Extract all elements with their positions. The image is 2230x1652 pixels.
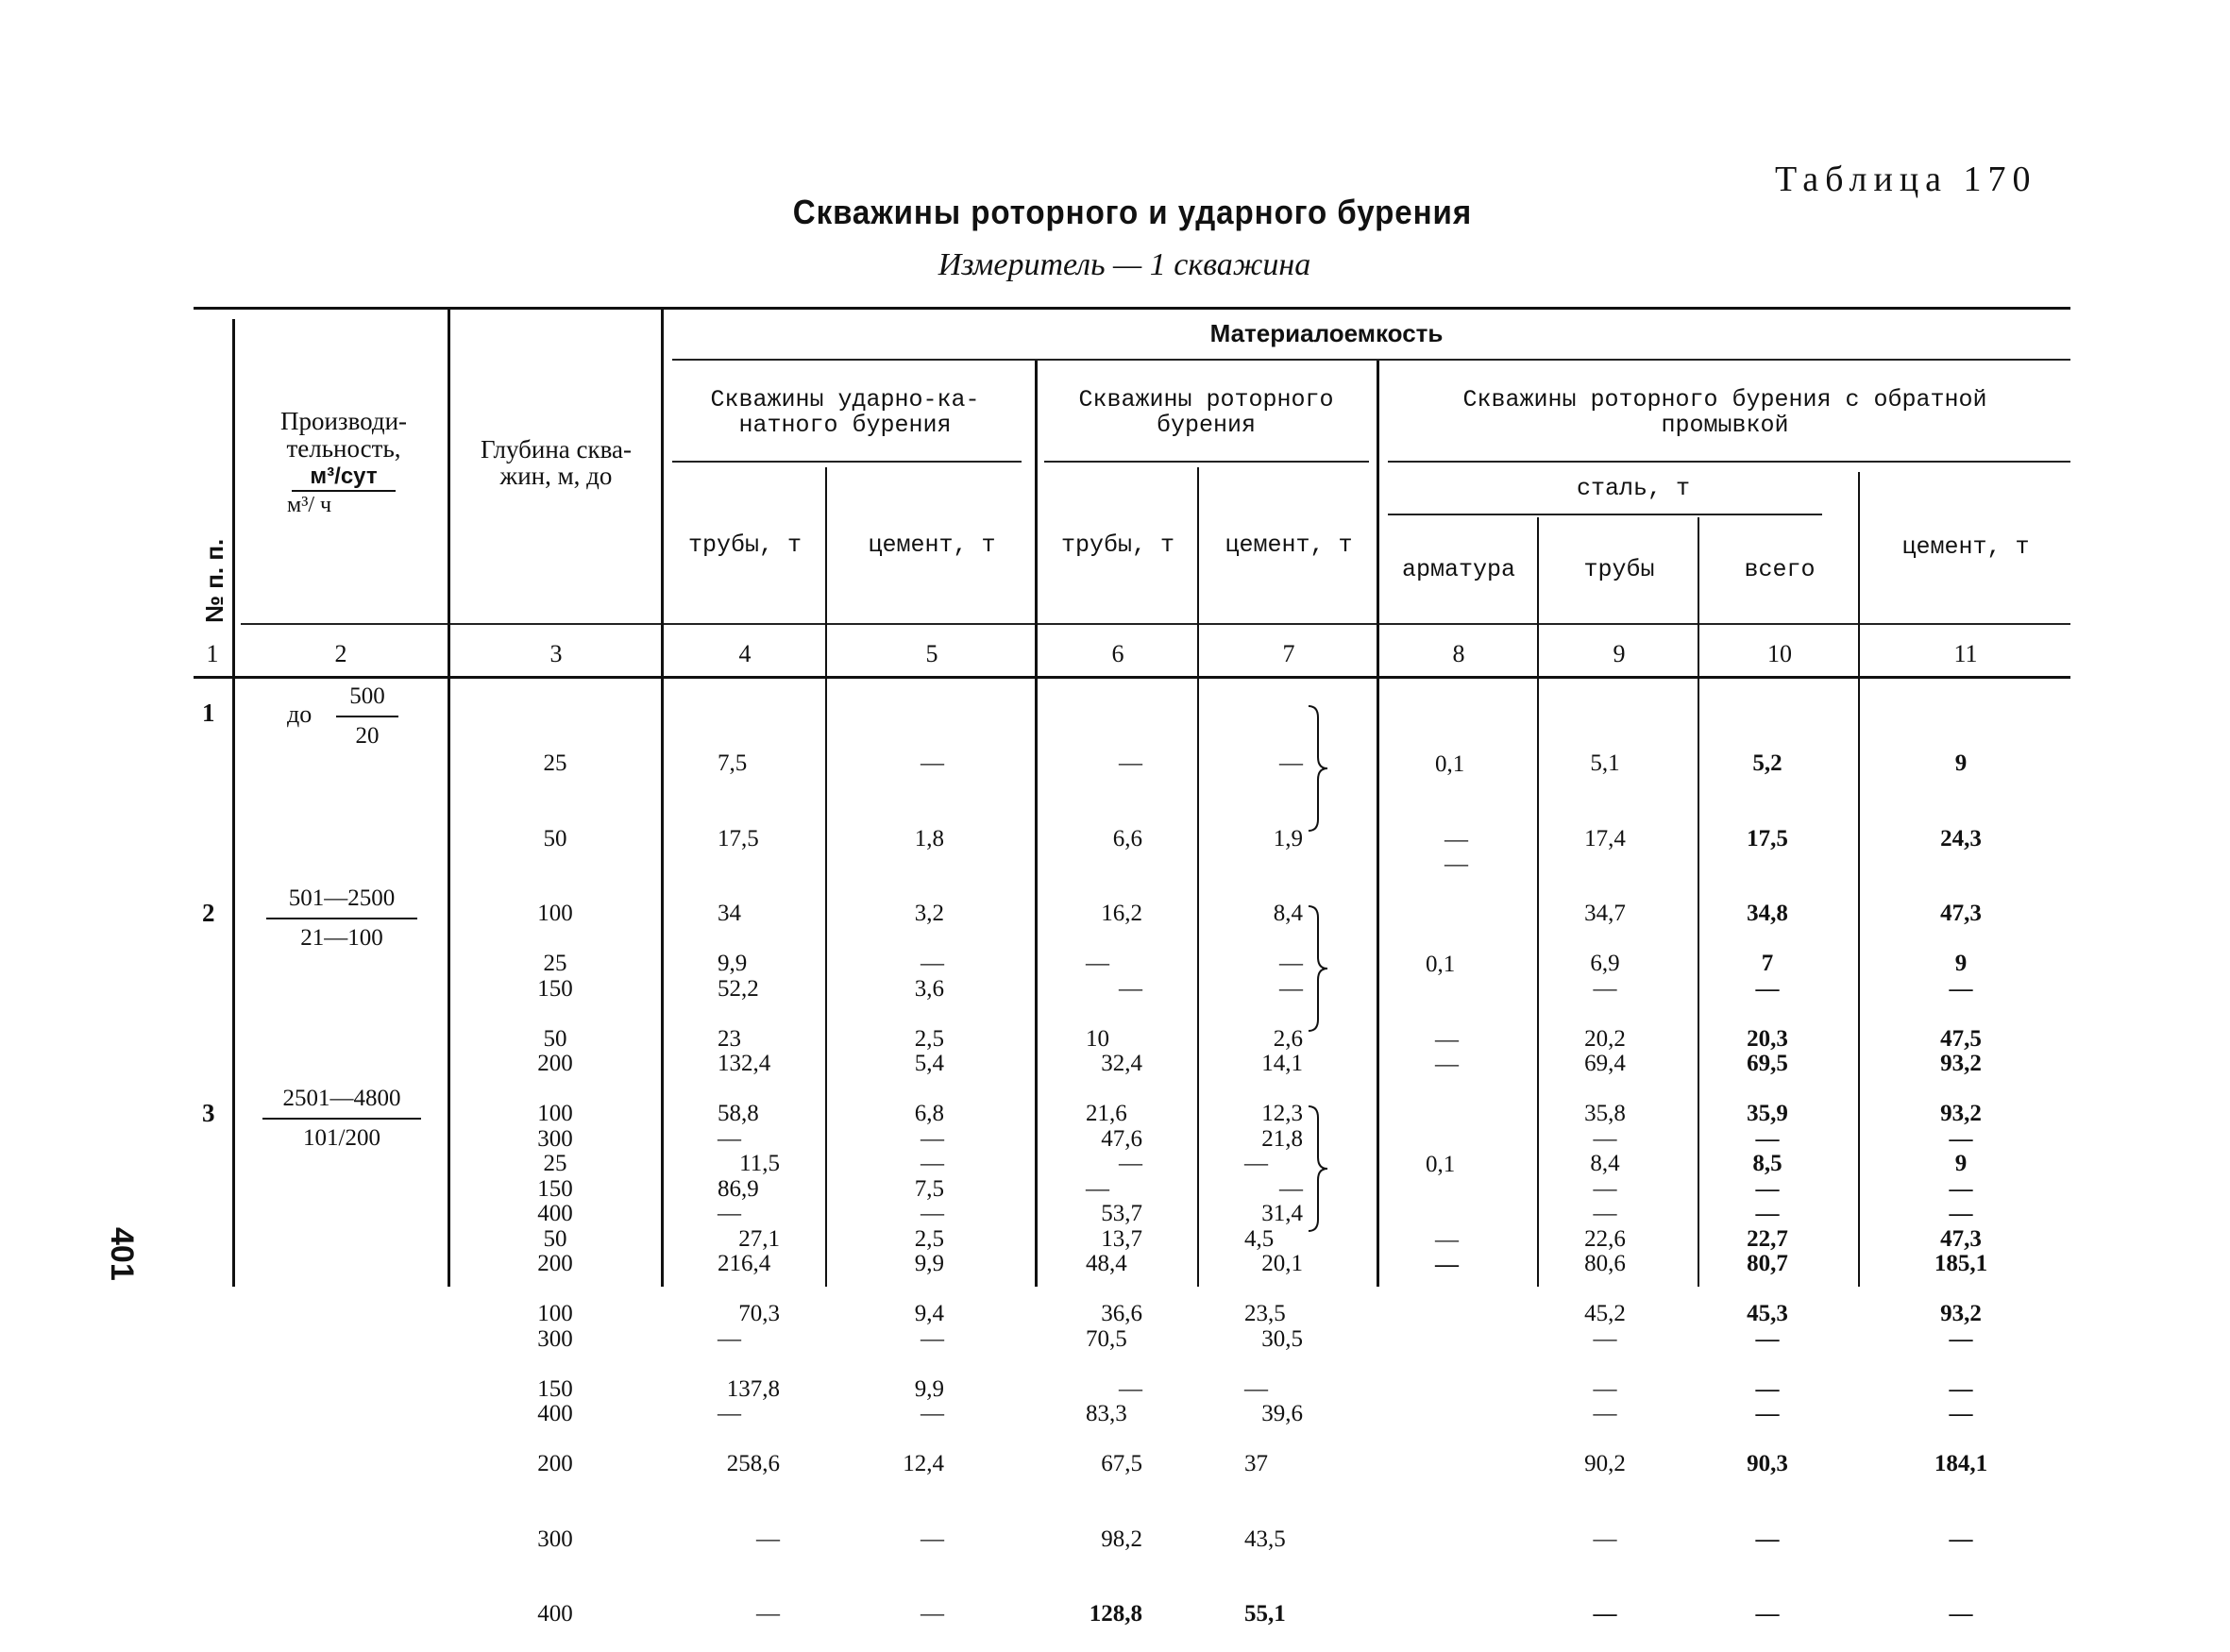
depth-value: 25	[543, 750, 567, 776]
cell-value: 69,4	[1584, 1051, 1626, 1076]
productivity-fraction	[336, 683, 398, 750]
cell-value: 258,6	[726, 1451, 780, 1476]
cell-value: —	[1949, 1375, 1973, 1402]
cell-value: 30,5	[1261, 1325, 1303, 1352]
cell-value: 8,4	[1273, 901, 1303, 926]
productivity-numerator: 500	[349, 683, 385, 709]
cell-value: 3,6	[914, 975, 944, 1002]
cell-value: —	[921, 1325, 944, 1352]
col10-values	[1730, 1102, 1805, 1652]
cell-value: —	[1279, 975, 1303, 1002]
depth-value: 50	[543, 1225, 567, 1252]
cell-value: 7,5	[718, 750, 748, 776]
group1-header-line2: натного бурения	[738, 412, 952, 439]
col10-header: всего	[1744, 556, 1816, 583]
col-divider-6	[1197, 467, 1199, 1287]
col4-values	[699, 1102, 780, 1652]
cell-value: 31,4	[1261, 1201, 1303, 1226]
depth-value: 200	[537, 1451, 573, 1476]
cell-value: 20,3	[1747, 1025, 1788, 1052]
cell-value: —	[1593, 1201, 1617, 1226]
group-rule-3	[1388, 461, 2070, 463]
group3-header	[1380, 387, 2070, 438]
depth-value: 400	[537, 1601, 573, 1627]
cell-value: 23	[718, 1025, 741, 1052]
group-rule-1	[672, 461, 1022, 463]
colnum-5: 5	[925, 640, 938, 667]
cell-value: 10	[1086, 1025, 1109, 1052]
cell-value: 5,1	[1590, 750, 1620, 776]
row-number: 1	[202, 699, 215, 727]
cell-value: 137,8	[726, 1375, 780, 1402]
col8-value: 0,1	[1426, 1152, 1456, 1177]
cell-value: —	[921, 1526, 944, 1552]
cell-value: —	[1279, 951, 1303, 976]
depth-value: 300	[537, 1325, 573, 1352]
depth-value: 150	[537, 1375, 573, 1402]
col8-dash: —	[1435, 1227, 1459, 1253]
cell-value: —	[1755, 1325, 1780, 1352]
cell-value: 47,6	[1101, 1125, 1142, 1152]
productivity-denominator: 21—100	[300, 925, 383, 951]
fraction-bar	[266, 918, 417, 919]
cell-value: 2,5	[914, 1025, 944, 1052]
col8-value: 0,1	[1426, 952, 1456, 977]
cell-value: 55,1	[1244, 1601, 1286, 1627]
curly-brace-icon	[1307, 1104, 1331, 1233]
cell-value: 37	[1244, 1451, 1268, 1476]
cell-value: —	[1949, 1526, 1973, 1552]
col-divider-9	[1698, 517, 1699, 1287]
cell-value: 22,6	[1584, 1225, 1626, 1252]
cell-value: 32,4	[1101, 1051, 1142, 1076]
row-number: 2	[202, 899, 215, 927]
cell-value: 2,6	[1273, 1025, 1303, 1052]
depth-value: 100	[537, 1101, 573, 1126]
cell-value: —	[1593, 1601, 1617, 1627]
cell-value: 34,7	[1584, 901, 1626, 926]
cell-value: —	[1949, 1201, 1973, 1226]
col8-value: 0,1	[1435, 751, 1465, 777]
depth-value: 200	[537, 1251, 573, 1276]
row-number-header: № п. п.	[200, 538, 228, 623]
cell-value: 93,2	[1940, 1051, 1982, 1076]
cell-value: —	[921, 951, 944, 976]
cell-value: 43,5	[1244, 1526, 1286, 1552]
table-top-rule	[194, 307, 2070, 310]
table-label: Таблица 170	[1775, 160, 2037, 199]
colnum-2: 2	[334, 640, 347, 667]
cell-value: 52,2	[718, 975, 759, 1002]
depth-value: 400	[537, 1401, 573, 1426]
cell-value: 216,4	[718, 1251, 771, 1276]
cell-value: 5,2	[1752, 750, 1782, 776]
cell-value: —	[1593, 1325, 1617, 1352]
productivity-numerator: 2501—4800	[282, 1086, 401, 1111]
depth-value: 150	[537, 1175, 573, 1202]
cell-value: 47,3	[1940, 1225, 1982, 1252]
cell-value: 17,4	[1584, 825, 1626, 851]
cell-value: 21,6	[1086, 1101, 1127, 1126]
cell-value: 184,1	[1934, 1451, 1988, 1476]
cell-value: —	[1593, 1401, 1617, 1426]
productivity-unit-hour: м³/ ч	[287, 493, 332, 517]
col-divider-7	[1377, 361, 1379, 1287]
colnum-9: 9	[1613, 640, 1626, 667]
cell-value: 7	[1761, 951, 1774, 976]
productivity-unit-day: м³/сут	[292, 463, 396, 492]
col5-values	[878, 1102, 944, 1652]
col8-dash: —	[1435, 1027, 1459, 1053]
col6-values	[1067, 1102, 1142, 1652]
productivity-numerator: 501—2500	[288, 885, 396, 911]
cell-value: —	[718, 1201, 741, 1226]
cell-value: 36,6	[1101, 1301, 1142, 1326]
colnum-8: 8	[1452, 640, 1465, 667]
cell-value: —	[718, 1325, 741, 1352]
page-number: 401	[104, 1227, 140, 1281]
table-subtitle: Измеритель — 1 скважина	[938, 247, 1311, 282]
cell-value: —	[921, 1151, 944, 1176]
depth-value: 400	[537, 1201, 573, 1226]
depth-value: 100	[537, 901, 573, 926]
depth-value: 100	[537, 1301, 573, 1326]
cell-value: 47,3	[1940, 901, 1982, 926]
cell-value: —	[921, 1125, 944, 1152]
col5-header: цемент, т	[868, 531, 996, 559]
col8-dash: —	[1444, 827, 1468, 852]
cell-value: 1,8	[914, 825, 944, 851]
depth-header-line1: Глубина сква-	[480, 435, 633, 464]
cell-value: 90,3	[1747, 1451, 1788, 1476]
fraction-bar	[262, 1118, 421, 1120]
cell-value: —	[1949, 1325, 1973, 1352]
cell-value: 34,8	[1747, 901, 1788, 926]
materials-rule	[672, 359, 2070, 361]
productivity-fraction	[266, 885, 417, 952]
cell-value: 128,8	[1089, 1601, 1142, 1627]
cell-value: —	[1755, 1601, 1780, 1627]
cell-value: 21,8	[1261, 1125, 1303, 1152]
productivity-prefix: до	[287, 700, 313, 728]
cell-value: 35,9	[1747, 1101, 1788, 1126]
productivity-denominator: 101/200	[303, 1125, 380, 1151]
cell-value: —	[921, 1601, 944, 1627]
cell-value: 9,9	[914, 1251, 944, 1276]
cell-value: —	[718, 1125, 741, 1152]
col9-values	[1567, 1102, 1643, 1652]
cell-value: —	[1755, 1401, 1780, 1426]
cell-value: 83,3	[1086, 1401, 1127, 1426]
curly-brace-icon	[1307, 904, 1331, 1033]
fraction-bar	[336, 716, 398, 717]
depth-value: 25	[543, 1151, 567, 1176]
cell-value: —	[1119, 750, 1142, 776]
cell-value: 9,4	[914, 1301, 944, 1326]
cell-value: —	[1949, 1401, 1973, 1426]
group2-header-line1: Скважины роторного	[1078, 386, 1334, 413]
cell-value: —	[921, 1401, 944, 1426]
curly-brace-icon	[1307, 704, 1331, 833]
steel-rule	[1388, 514, 1822, 515]
cell-value: —	[1244, 1151, 1268, 1176]
cell-value: —	[1279, 750, 1303, 776]
col-divider-8	[1537, 517, 1539, 1287]
cell-value: —	[1949, 1175, 1973, 1202]
cell-value: 34	[718, 901, 741, 926]
cell-value: 7,5	[914, 1175, 944, 1202]
cell-value: 8,4	[1590, 1151, 1620, 1176]
cell-value: 47,5	[1940, 1025, 1982, 1052]
col-divider-2	[448, 310, 450, 1287]
cell-value: —	[1593, 1526, 1617, 1552]
cell-value: 9	[1954, 951, 1968, 976]
group3-header-line1: Скважины роторного бурения с обратной	[1462, 386, 1987, 413]
cell-value: 39,6	[1261, 1401, 1303, 1426]
cell-value: 1,9	[1273, 825, 1303, 851]
cell-value: —	[1279, 1175, 1303, 1202]
depth-value: 200	[537, 1051, 573, 1076]
cell-value: —	[1119, 975, 1142, 1002]
cell-value: 12,4	[903, 1451, 944, 1476]
cell-value: 35,8	[1584, 1101, 1626, 1126]
productivity-header-line2: тельность,	[286, 434, 401, 463]
cell-value: —	[1593, 1125, 1617, 1152]
header-bottom-rule	[241, 623, 2070, 625]
cell-value: 86,9	[718, 1175, 759, 1202]
colnum-3: 3	[549, 640, 563, 667]
cell-value: 98,2	[1101, 1526, 1142, 1552]
cell-value: 11,5	[739, 1151, 780, 1176]
cell-value: 70,3	[738, 1301, 780, 1326]
col11-header: цемент, т	[1901, 533, 2030, 561]
cell-value: —	[1086, 1175, 1109, 1202]
col8-dash: —	[1435, 1052, 1459, 1077]
col9-header: трубы	[1583, 556, 1655, 583]
cell-value: 16,2	[1101, 901, 1142, 926]
colnum-1: 1	[206, 640, 219, 667]
colnum-bottom-rule	[194, 676, 2070, 679]
depth-value: 300	[537, 1125, 573, 1152]
cell-value: 58,8	[718, 1101, 759, 1126]
cell-value: 12,3	[1261, 1101, 1303, 1126]
col-divider-5	[1035, 361, 1038, 1287]
cell-value: 20,2	[1584, 1025, 1626, 1052]
depth-values	[517, 1102, 593, 1652]
cell-value: —	[1755, 1125, 1780, 1152]
colnum-10: 10	[1767, 640, 1792, 667]
cell-value: 48,4	[1086, 1251, 1127, 1276]
cell-value: 17,5	[718, 825, 759, 851]
cell-value: —	[756, 1526, 780, 1552]
cell-value: 17,5	[1747, 825, 1788, 851]
cell-value: —	[756, 1601, 780, 1627]
cell-value: —	[921, 750, 944, 776]
cell-value: 8,5	[1752, 1151, 1782, 1176]
col-divider-4	[825, 467, 827, 1287]
cell-value: 9,9	[718, 951, 748, 976]
productivity-fraction	[262, 1086, 421, 1152]
productivity-denominator: 20	[355, 723, 380, 749]
depth-value: 150	[537, 975, 573, 1002]
cell-value: 9	[1954, 750, 1968, 776]
cell-value: —	[1755, 1175, 1780, 1202]
cell-value: —	[921, 1201, 944, 1226]
cell-value: —	[1593, 1375, 1617, 1402]
col-divider-3	[661, 310, 664, 1287]
colnum-11: 11	[1953, 640, 1978, 667]
colnum-7: 7	[1282, 640, 1295, 667]
cell-value: —	[1949, 1125, 1973, 1152]
cell-value: 9,9	[914, 1375, 944, 1402]
depth-header-line2: жин, м, до	[499, 462, 613, 490]
cell-value: 27,1	[738, 1225, 780, 1252]
cell-value: 6,8	[914, 1101, 944, 1126]
cell-value: —	[1949, 975, 1973, 1002]
group-rule-2	[1044, 461, 1369, 463]
depth-value: 50	[543, 1025, 567, 1052]
cell-value: 67,5	[1101, 1451, 1142, 1476]
cell-value: —	[718, 1401, 741, 1426]
cell-value: 132,4	[718, 1051, 771, 1076]
cell-value: 2,5	[914, 1225, 944, 1252]
cell-value: 93,2	[1940, 1301, 1982, 1326]
productivity-header-line1: Производи-	[279, 407, 408, 435]
cell-value: —	[1755, 1526, 1780, 1552]
cell-value: 4,5	[1244, 1225, 1275, 1252]
cell-value: —	[1119, 1151, 1142, 1176]
depth-value: 300	[537, 1526, 573, 1552]
col-divider-1	[232, 319, 235, 1287]
cell-value: 45,2	[1584, 1301, 1626, 1326]
cell-value: 14,1	[1261, 1051, 1303, 1076]
row-number: 3	[202, 1099, 215, 1127]
colnum-4: 4	[738, 640, 752, 667]
cell-value: 185,1	[1934, 1251, 1988, 1276]
depth-value: 50	[543, 825, 567, 851]
group2-header	[1039, 387, 1374, 438]
group1-header	[666, 387, 1024, 438]
cell-value: 5,4	[914, 1051, 944, 1076]
cell-value: —	[1086, 951, 1109, 976]
cell-value: 6,6	[1112, 825, 1142, 851]
cell-value: 20,1	[1261, 1251, 1303, 1276]
cell-value: 6,9	[1590, 951, 1620, 976]
cell-value: 9	[1954, 1151, 1968, 1176]
col6-header: трубы, т	[1060, 531, 1175, 559]
cell-value: 90,2	[1584, 1451, 1626, 1476]
cell-value: 24,3	[1940, 825, 1982, 851]
cell-value: —	[1119, 1375, 1142, 1402]
depth-header	[451, 436, 661, 489]
cell-value: 45,3	[1747, 1301, 1788, 1326]
cell-value: 3,2	[914, 901, 944, 926]
table-title: Скважины роторного и ударного бурения	[792, 193, 1473, 231]
cell-value: —	[1593, 1175, 1617, 1202]
group3-header-line2: промывкой	[1661, 412, 1789, 439]
cell-value: —	[1949, 1601, 1973, 1627]
cell-value: —	[1244, 1375, 1268, 1402]
cell-value: 22,7	[1747, 1225, 1788, 1252]
colnum-6: 6	[1111, 640, 1124, 667]
cell-value: —	[1755, 975, 1780, 1002]
cell-value: 69,5	[1747, 1051, 1788, 1076]
cell-value: —	[1755, 1375, 1780, 1402]
cell-value: —	[1593, 975, 1617, 1002]
col4-header: трубы, т	[687, 531, 802, 559]
col7-header: цемент, т	[1225, 531, 1353, 559]
cell-value: 80,7	[1747, 1251, 1788, 1276]
steel-header: сталь, т	[1576, 475, 1691, 502]
group1-header-line1: Скважины ударно-ка-	[710, 386, 980, 413]
cell-value: 23,5	[1244, 1301, 1286, 1326]
col11-values	[1918, 1102, 2003, 1652]
col8-dash: —	[1435, 1252, 1459, 1277]
col-divider-10	[1858, 472, 1860, 1287]
group2-header-line2: бурения	[1156, 412, 1257, 439]
materials-header: Материалоемкость	[1209, 319, 1444, 347]
cell-value: —	[1755, 1201, 1780, 1226]
col8-dash: —	[1444, 851, 1468, 877]
cell-value: 53,7	[1101, 1201, 1142, 1226]
depth-value: 25	[543, 951, 567, 976]
cell-value: 70,5	[1086, 1325, 1127, 1352]
cell-value: 80,6	[1584, 1251, 1626, 1276]
cell-value: 93,2	[1940, 1101, 1982, 1126]
cell-value: 13,7	[1101, 1225, 1142, 1252]
productivity-header	[244, 408, 444, 519]
col8-header: арматура	[1401, 556, 1516, 583]
